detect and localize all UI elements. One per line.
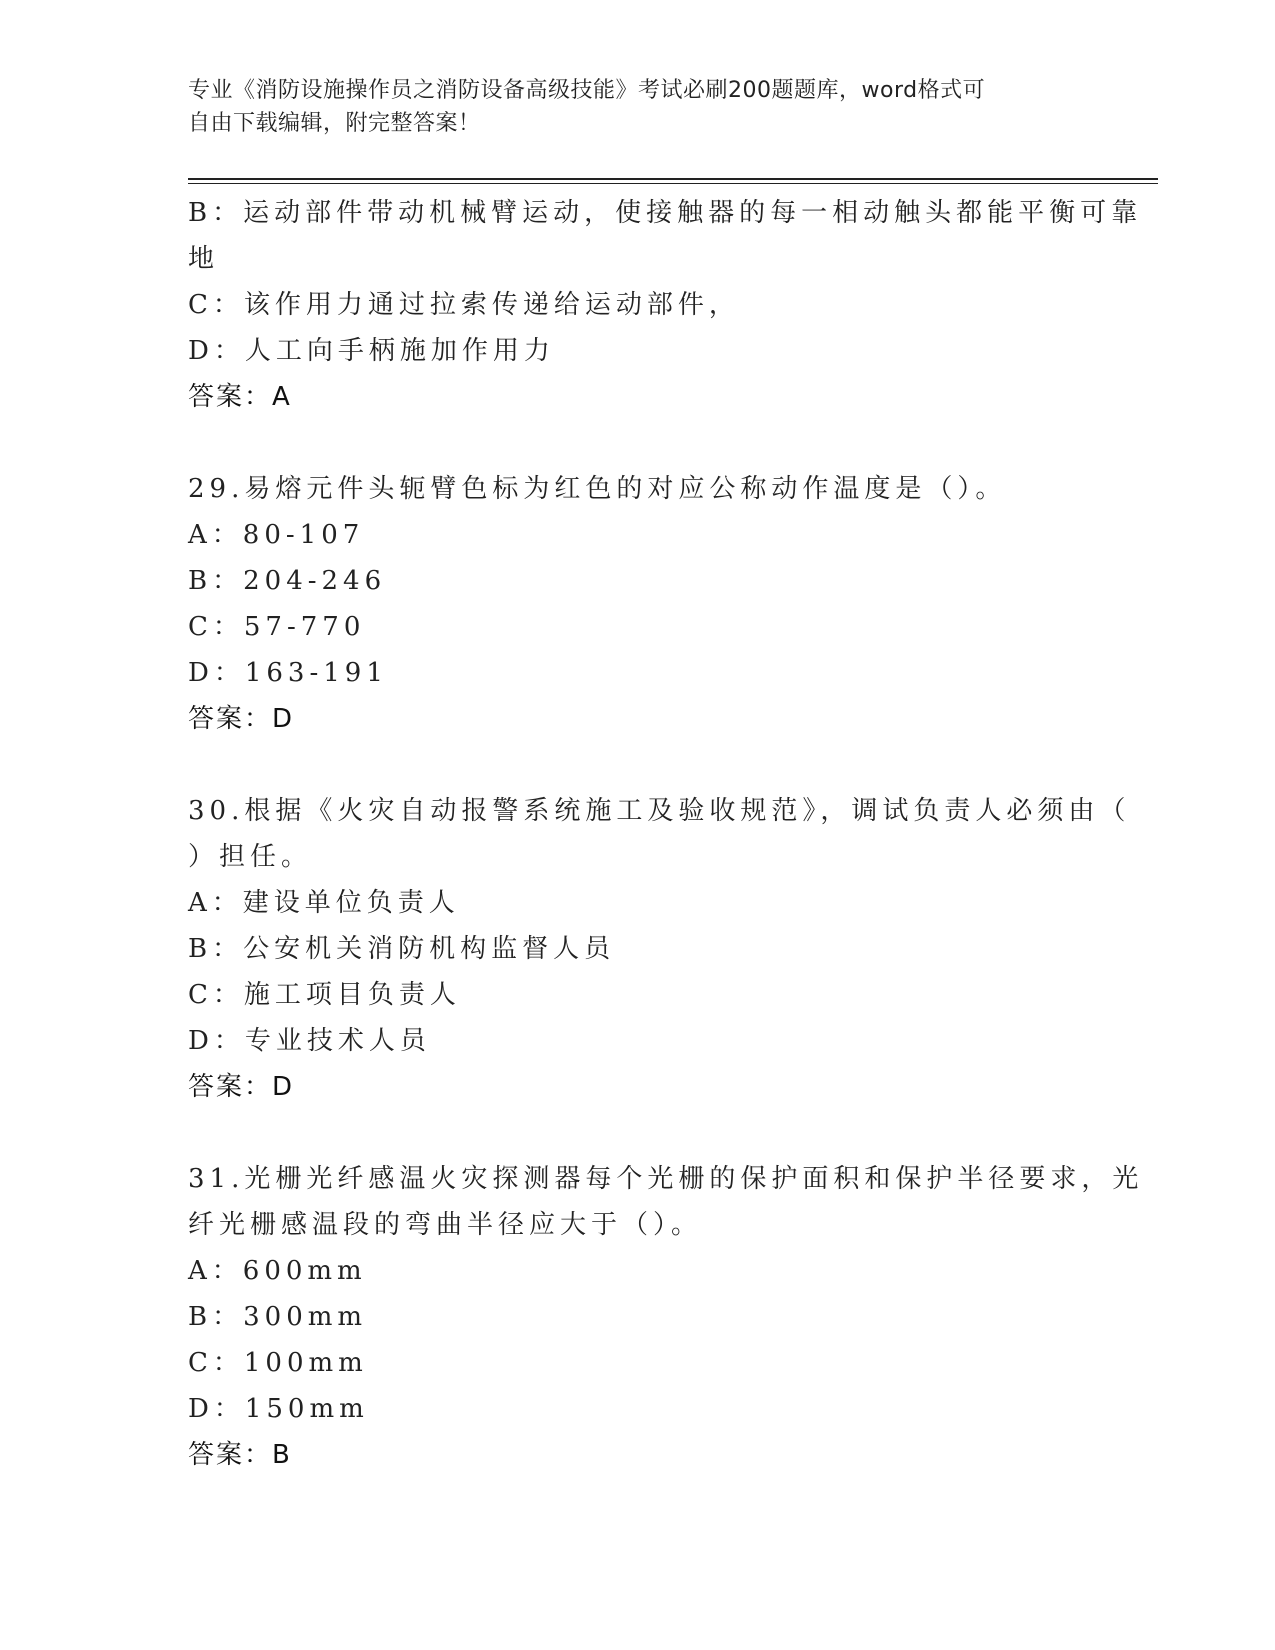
question-list	[188, 190, 1144, 1478]
question-stem: 30.根据《火灾自动报警系统施工及验收规范》，调试负责人必须由（	[188, 796, 1131, 826]
option-b: B：204-246	[188, 566, 387, 596]
option-c: C：100mm	[188, 1348, 368, 1378]
document-header	[188, 74, 1068, 140]
answer-label: 答案：A	[188, 382, 292, 412]
question-29	[188, 466, 1088, 742]
option-a: A：建设单位负责人	[188, 888, 460, 918]
option-b: B：公安机关消防机构监督人员	[188, 934, 616, 964]
question-stem: 29.易熔元件头轭臂色标为红色的对应公称动作温度是（）。	[188, 474, 1007, 504]
header-line-1: 专业《消防设施操作员之消防设备高级技能》考试必刷200题题库，word格式可	[188, 78, 986, 103]
option-a: A：80-107	[188, 520, 365, 550]
option-b: B：300mm	[188, 1302, 368, 1332]
option-d: D：人工向手柄施加作用力	[188, 336, 555, 366]
option-d: D：163-191	[188, 658, 388, 688]
option-b-continued: 地	[188, 244, 220, 274]
question-stem-continued: 纤光栅感温段的弯曲半径应大于（）。	[188, 1210, 703, 1240]
option-b: B：运动部件带动机械臂运动，使接触器的每一相动触头都能平衡可靠	[188, 198, 1143, 228]
question-30	[188, 788, 1131, 1110]
option-d: D：150mm	[188, 1394, 369, 1424]
question-stem: 31.光栅光纤感温火灾探测器每个光栅的保护面积和保护半径要求，光	[188, 1164, 1144, 1194]
option-d: D：专业技术人员	[188, 1026, 431, 1056]
answer-label: 答案：D	[188, 704, 295, 734]
header-divider-thick	[188, 178, 1158, 180]
answer-label: 答案：D	[188, 1072, 295, 1102]
spacer	[188, 742, 1088, 788]
option-a: A：600mm	[188, 1256, 367, 1286]
option-c: C：该作用力通过拉索传递给运动部件，	[188, 290, 740, 320]
option-c: C：57-770	[188, 612, 366, 642]
header-line-2: 自由下载编辑，附完整答案！	[188, 111, 481, 136]
question-31	[188, 1156, 1144, 1478]
option-c: C：施工项目负责人	[188, 980, 461, 1010]
spacer	[188, 1110, 1088, 1156]
question-28-partial	[188, 190, 1143, 420]
question-stem-continued: ）担任。	[188, 842, 313, 872]
header-divider-thin	[188, 183, 1158, 184]
spacer	[188, 420, 1088, 466]
answer-label: 答案：B	[188, 1440, 292, 1470]
